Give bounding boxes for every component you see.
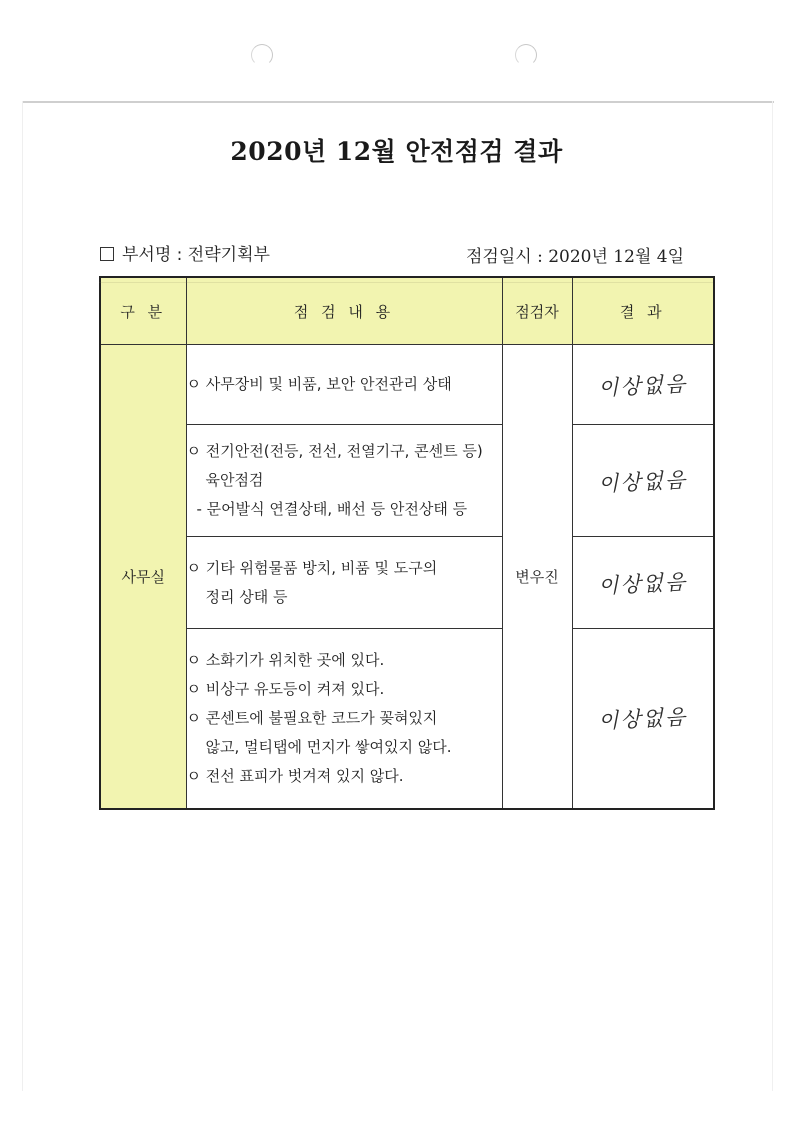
table-row: [100, 425, 714, 537]
handwritten-result: 이상없음: [597, 704, 688, 734]
inspection-date: 점검일시 : 2020년 12월 4일: [466, 247, 685, 267]
inspection-table: [99, 276, 715, 810]
table-row: [100, 629, 714, 809]
header-result: 결 과: [572, 277, 714, 345]
table-row: [100, 537, 714, 629]
content-cell: [186, 629, 502, 809]
scan-artifact-line: [99, 282, 713, 283]
content-line: ㅇ 소화기가 위치한 곳에 있다.: [186, 650, 385, 669]
result-cell: [572, 345, 714, 425]
content-cell: [186, 345, 502, 425]
result-cell: [572, 425, 714, 537]
department-label: 부서명 : 전략기획부: [122, 245, 270, 265]
punch-hole-right: [515, 44, 537, 66]
result-cell: [572, 629, 714, 809]
table-row: [100, 345, 714, 425]
category-cell: 사무실: [100, 345, 186, 809]
content-cell: [186, 425, 502, 537]
handwritten-result: 이상없음: [597, 569, 688, 598]
content-cell: [186, 537, 502, 629]
content-line: ㅇ 콘센트에 불필요한 코드가 꽂혀있지: [186, 708, 438, 727]
content-line: - 문어발식 연결상태, 배선 등 안전상태 등: [196, 500, 468, 518]
punch-hole-left: [251, 44, 273, 66]
header-inspector: 점검자: [502, 277, 572, 345]
content-line: 육안점검: [205, 471, 264, 489]
page-top-edge: [22, 101, 774, 103]
department-line: [100, 240, 270, 265]
content-line: ㅇ 전선 표피가 벗겨져 있지 않다.: [186, 766, 404, 785]
content-line: ㅇ 기타 위험물품 방치, 비품 및 도구의: [186, 558, 438, 577]
content-line: 않고, 멀티탭에 먼지가 쌓여있지 않다.: [205, 737, 452, 756]
handwritten-result: 이상없음: [597, 371, 688, 400]
inspector-cell: 변우진: [502, 345, 572, 809]
table-header-row: [100, 277, 714, 345]
header-category: 구 분: [100, 277, 186, 345]
page-right-edge: [772, 101, 773, 1091]
result-cell: [572, 537, 714, 629]
content-line: ㅇ 전기안전(전등, 전선, 전열기구, 콘센트 등): [186, 442, 483, 460]
page-title: 2020년 12월 안전점검 결과: [230, 137, 563, 166]
page-left-edge: [22, 101, 23, 1091]
content-line: ㅇ 비상구 유도등이 켜져 있다.: [186, 679, 385, 698]
content-line: 정리 상태 등: [205, 587, 288, 606]
handwritten-result: 이상없음: [597, 467, 688, 496]
header-content: 점 검 내 용: [186, 277, 502, 345]
checkbox-square: [100, 247, 114, 261]
content-line: ㅇ 사무장비 및 비품, 보안 안전관리 상태: [186, 375, 452, 393]
